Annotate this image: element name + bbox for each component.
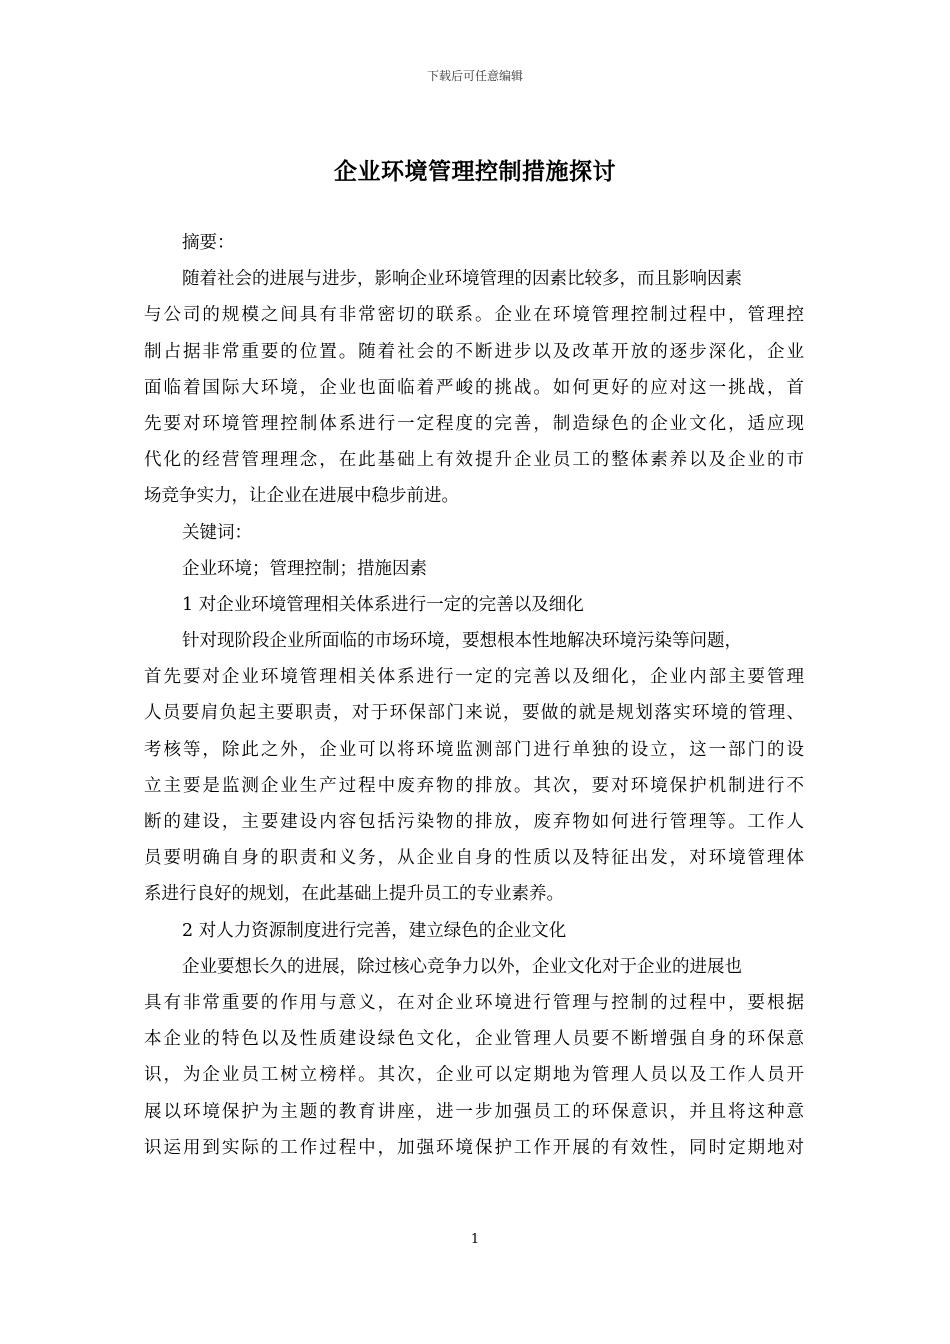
- section-1-line: 断的建设，主要建设内容包括污染物的排放，废弃物如何进行管理等。工作人: [144, 812, 804, 832]
- section-1-heading: 1 对企业环境管理相关体系进行一定的完善以及细化: [182, 594, 584, 615]
- abstract-line: 面临着国际大环境，企业也面临着严峻的挑战。如何更好的应对这一挑战，首: [144, 377, 804, 398]
- section-1-line: 人员要肩负起主要职责，对于环保部门来说，要做的就是规划落实环境的管理、: [144, 703, 804, 724]
- page-number: 1: [470, 1232, 480, 1247]
- section-1-line: 员要明确自身的职责和义务，从企业自身的性质以及特征出发，对环境管理体: [144, 848, 804, 869]
- section-1-line: 系进行良好的规划，在此基础上提升员工的专业素养。: [144, 884, 564, 905]
- abstract-label: 摘要：: [182, 233, 235, 253]
- section-2-heading: 2 对人力资源制度进行完善，建立绿色的企业文化: [182, 920, 567, 941]
- section-2-line: 识运用到实际的工作过程中，加强环境保护工作开展的有效性，同时定期地对: [144, 1137, 804, 1158]
- page-header-note: 下载后可任意编辑: [426, 69, 523, 83]
- document-title: 企业环境管理控制措施探讨: [334, 158, 616, 185]
- document-body: [144, 225, 804, 1166]
- keywords-text: 企业环境；管理控制；措施因素: [182, 558, 427, 579]
- abstract-line: 先要对环境管理控制体系进行一定程度的完善，制造绿色的企业文化，适应现: [144, 413, 804, 434]
- keywords-label: 关键词：: [182, 522, 252, 543]
- section-2-line: 具有非常重要的作用与意义，在对企业环境进行管理与控制的过程中，要根据: [144, 992, 804, 1013]
- abstract-line: 代化的经营管理理念，在此基础上有效提升企业员工的整体素养以及企业的市: [144, 450, 804, 471]
- abstract-line: 制占据非常重要的位置。随着社会的不断进步以及改革开放的逐步深化，企业: [144, 341, 804, 362]
- section-1-line: 首先要对企业环境管理相关体系进行一定的完善以及细化，企业内部主要管理: [144, 667, 804, 688]
- abstract-line: 与公司的规模之间具有非常密切的联系。企业在环境管理控制过程中，管理控: [144, 305, 804, 326]
- section-2-line: 展以环境保护为主题的教育讲座，进一步加强员工的环保意识，并且将这种意: [144, 1101, 804, 1122]
- section-2-line: 本企业的特色以及性质建设绿色文化，企业管理人员要不断增强自身的环保意: [144, 1029, 804, 1050]
- abstract-line: 场竞争实力，让企业在进展中稳步前进。: [144, 486, 459, 507]
- section-2-line: 企业要想长久的进展，除过核心竞争力以外，企业文化对于企业的进展也: [182, 956, 742, 977]
- section-2-line: 识，为企业员工树立榜样。其次，企业可以定期地为管理人员以及工作人员开: [144, 1065, 804, 1086]
- section-1-line: 考核等，除此之外，企业可以将环境监测部门进行单独的设立，这一部门的设: [144, 739, 804, 760]
- section-1-line: 针对现阶段企业所面临的市场环境，要想根本性地解决环境污染等问题，: [182, 631, 742, 652]
- abstract-line: 随着社会的进展与进步，影响企业环境管理的因素比较多，而且影响因素: [182, 269, 742, 290]
- section-1-line: 立主要是监测企业生产过程中废弃物的排放。其次，要对环境保护机制进行不: [144, 775, 804, 796]
